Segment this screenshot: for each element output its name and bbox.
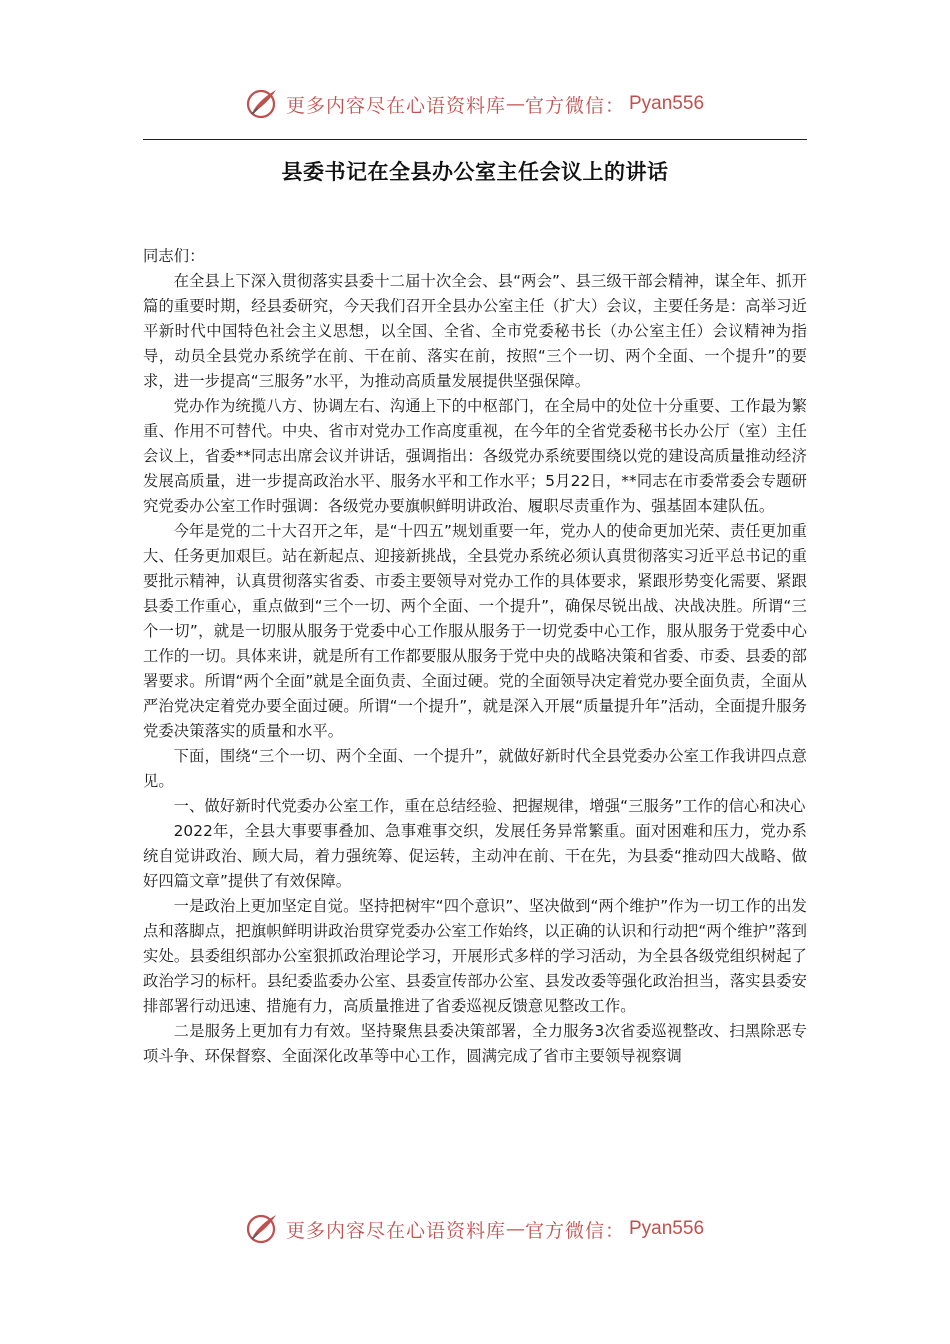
- quill-pen-logo-icon: [246, 87, 280, 121]
- section-heading: 一、做好新时代党委办公室工作，重在总结经验、把握规律，增强“三服务”工作的信心和决心: [173, 797, 806, 815]
- header-divider: [143, 139, 807, 140]
- footer-watermark-banner: [0, 1207, 950, 1251]
- banner-sub-text: 官方微信：: [524, 94, 625, 117]
- paragraph: 在全县上下深入贯彻落实县委十二届十次全会、县“两会”、县三级干部会精神，谋全年、抓开篇的重要时期，经县委研究，今天我们召开全县办公室主任（扩大）会议，主要任务是：高举习近平新时代中国特色社会主义思想，以全国、全省、全市党委秘书长（办公室主任）会议精神为指导，动员全县党办系统学在前、干在前、落实在前，按照“三个一切、两个全面、一个提升”的要求，进一步提高“三服务”水平，为推动高质量发展提供坚强保障。: [143, 272, 807, 390]
- salutation: 同志们：: [143, 247, 205, 265]
- banner-wechat-id: Pyan556: [629, 1218, 705, 1239]
- banner-sub-text: 官方微信：: [524, 1219, 625, 1242]
- quill-pen-logo-icon: [246, 1212, 280, 1246]
- paragraph: 二是服务上更加有力有效。坚持聚焦县委决策部署，全力服务3次省委巡视整改、扫黑除恶专项斗争、环保督察、全面深化改革等中心工作，圆满完成了省市主要领导视察调: [143, 1022, 807, 1065]
- paragraph: 一是政治上更加坚定自觉。坚持把树牢“四个意识”、坚决做到“两个维护”作为一切工作的出发点和落脚点，把旗帜鲜明讲政治贯穿党委办公室工作始终，以正确的认识和行动把“两个维护”落到实处。县委组织部办公室狠抓政治理论学习，开展形式多样的学习活动，为全县各级党组织树起了政治学习的标杆。县纪委监委办公室、县委宣传部办公室、县发改委等强化政治担当，落实县委安排部署行动迅速、措施有力，高质量推进了省委巡视反馈意见整改工作。: [143, 897, 807, 1015]
- banner-main-text: 更多内容尽在心语资料库: [285, 94, 506, 117]
- header-watermark-banner: [0, 82, 950, 126]
- banner-separator: —: [505, 93, 525, 115]
- paragraph: 今年是党的二十大召开之年，是“十四五”规划重要一年，党办人的使命更加光荣、责任更加重大、任务更加艰巨。站在新起点、迎接新挑战，全县党办系统必须认真贯彻落实习近平总书记的重要批示精神，认真贯彻落实省委、市委主要领导对党办工作的具体要求，紧跟形势变化需要、紧跟县委工作重心，重点做到“三个一切、两个全面、一个提升”，确保尽锐出战、决战决胜。所谓“三个一切”，就是一切服从服务于党委中心工作服从服务于一切党委中心工作，服从服务于党委中心工作的一切。具体来讲，就是所有工作都要服从服务于党中央的战略决策和省委、市委、县委的部署要求。所谓“两个全面”就是全面负责、全面过硬。党的全面领导决定着党办要全面负责，全面从严治党决定着党办要全面过硬。所谓“一个提升”，就是深入开展“质量提升年”活动，全面提升服务党委决策落实的质量和水平。: [143, 522, 807, 740]
- banner-separator: —: [505, 1218, 525, 1240]
- paragraph: 下面，围绕“三个一切、两个全面、一个提升”，就做好新时代全县党委办公室工作我讲四点意见。: [143, 747, 807, 790]
- paragraph: 党办作为统揽八方、协调左右、沟通上下的中枢部门，在全局中的处位十分重要、工作最为繁重、作用不可替代。中央、省市对党办工作高度重视，在今年的全省党委秘书长办公厅（室）主任会议上，省委**同志出席会议并讲话，强调指出：各级党办系统要围绕以党的建设高质量推动经济发展高质量，进一步提高政治水平、服务水平和工作水平；5月22日，**同志在市委常委会专题研究党委办公室工作时强调：各级党办要旗帜鲜明讲政治、履职尽责重作为、强基固本建队伍。: [143, 397, 807, 515]
- document-body: [143, 244, 807, 1069]
- banner-main-text: 更多内容尽在心语资料库: [285, 1219, 506, 1242]
- banner-wechat-id: Pyan556: [629, 93, 705, 114]
- document-title: 县委书记在全县办公室主任会议上的讲话: [281, 160, 669, 184]
- paragraph: 2022年，全县大事要事叠加、急事难事交织，发展任务异常繁重。面对困难和压力，党办系统自觉讲政治、顾大局，着力强统筹、促运转，主动冲在前、干在先，为县委“推动四大战略、做好四篇文章”提供了有效保障。: [143, 822, 807, 890]
